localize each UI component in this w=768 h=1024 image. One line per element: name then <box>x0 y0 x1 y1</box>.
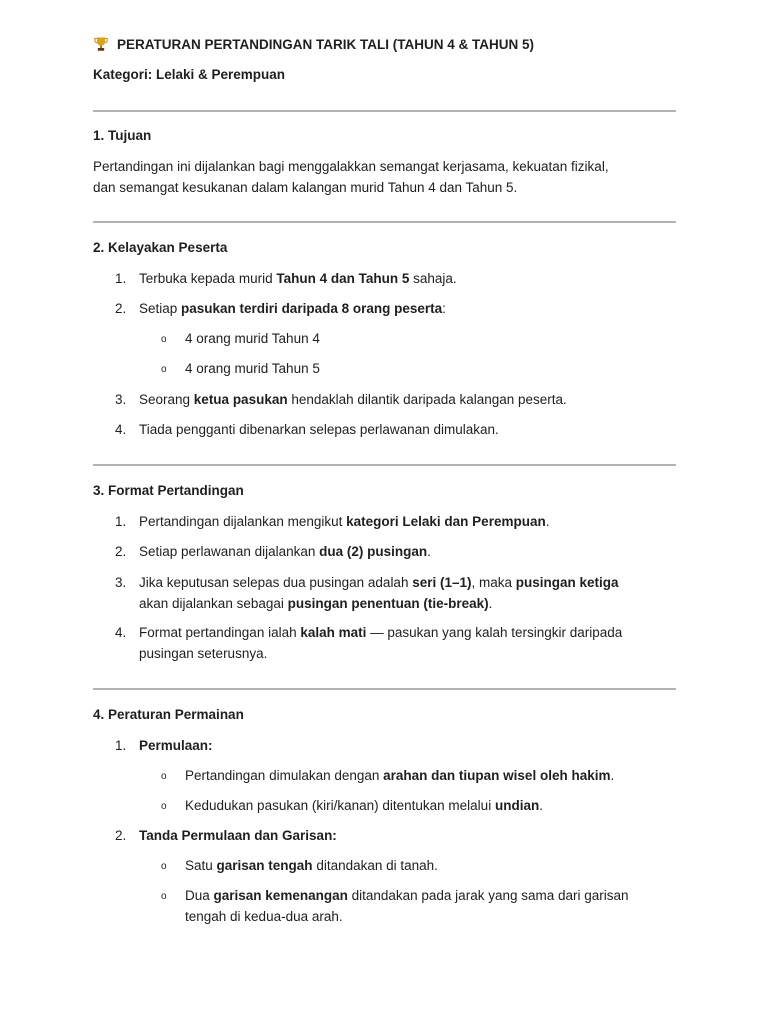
category-line: Kategori: Lelaki & Perempuan <box>93 67 286 82</box>
list-number: 4. <box>115 625 127 640</box>
list-number: 2. <box>115 828 127 843</box>
list-text: Jika keputusan selepas dua pusingan adalah seri (1–1), maka pusingan ketiga akan dijalankan sebagai pusingan penentuan (tie-break). <box>139 575 619 611</box>
list-number: 3. <box>115 392 127 407</box>
bullet-icon: o <box>161 861 167 872</box>
divider <box>93 110 676 112</box>
paragraph-line: Pertandingan ini dijalankan bagi menggalakkan semangat kerjasama, kekuatan fizikal, <box>93 159 609 174</box>
list-text: Tanda Permulaan dan Garisan: <box>139 828 337 843</box>
list-text: Setiap perlawanan dijalankan dua (2) pusingan. <box>139 544 431 559</box>
document-title-row <box>93 36 676 52</box>
list-number: 1. <box>115 514 127 529</box>
list-number: 2. <box>115 301 127 316</box>
divider <box>93 464 676 466</box>
divider <box>93 221 676 223</box>
sub-list-text: 4 orang murid Tahun 5 <box>185 361 320 376</box>
list-text: Pertandingan dijalankan mengikut kategori Lelaki dan Perempuan. <box>139 514 550 529</box>
sub-list-text: Satu garisan tengah ditandakan di tanah. <box>185 858 438 873</box>
bullet-icon: o <box>161 771 167 782</box>
divider <box>93 688 676 690</box>
list-number: 1. <box>115 738 127 753</box>
list-number: 2. <box>115 544 127 559</box>
sub-list-text: 4 orang murid Tahun 4 <box>185 331 320 346</box>
sub-list-text: Pertandingan dimulakan dengan arahan dan tiupan wisel oleh hakim. <box>185 768 615 783</box>
bullet-icon: o <box>161 891 167 902</box>
list-text: Permulaan: <box>139 738 213 753</box>
trophy-icon <box>93 36 109 52</box>
list-number: 1. <box>115 271 127 286</box>
paragraph-line: dan semangat kesukanan dalam kalangan murid Tahun 4 dan Tahun 5. <box>93 180 518 195</box>
list-text: Setiap pasukan terdiri daripada 8 orang peserta: <box>139 301 446 316</box>
list-text: Terbuka kepada murid Tahun 4 dan Tahun 5 sahaja. <box>139 271 457 286</box>
section-paragraph-tujuan <box>93 156 676 198</box>
list-text: Format pertandingan ialah kalah mati — pasukan yang kalah tersingkir daripada pusingan seterusnya. <box>139 625 623 661</box>
bullet-icon: o <box>161 364 167 375</box>
section-heading-peraturan: 4. Peraturan Permainan <box>93 707 244 722</box>
list-number: 3. <box>115 575 127 590</box>
list-text: Tiada pengganti dibenarkan selepas perlawanan dimulakan. <box>139 422 499 437</box>
section-heading-kelayakan: 2. Kelayakan Peserta <box>93 240 228 255</box>
section-heading-format: 3. Format Pertandingan <box>93 483 244 498</box>
section-heading-tujuan: 1. Tujuan <box>93 128 152 143</box>
bullet-icon: o <box>161 801 167 812</box>
bullet-icon: o <box>161 334 167 345</box>
sub-list-text: Dua garisan kemenangan ditandakan pada jarak yang sama dari garisan tengah di kedua-dua arah. <box>185 888 629 924</box>
sub-list-text: Kedudukan pasukan (kiri/kanan) ditentukan melalui undian. <box>185 798 543 813</box>
list-number: 4. <box>115 422 127 437</box>
list-text: Seorang ketua pasukan hendaklah dilantik daripada kalangan peserta. <box>139 392 567 407</box>
document-title: PERATURAN PERTANDINGAN TARIK TALI (TAHUN 4 & TAHUN 5) <box>117 36 534 52</box>
